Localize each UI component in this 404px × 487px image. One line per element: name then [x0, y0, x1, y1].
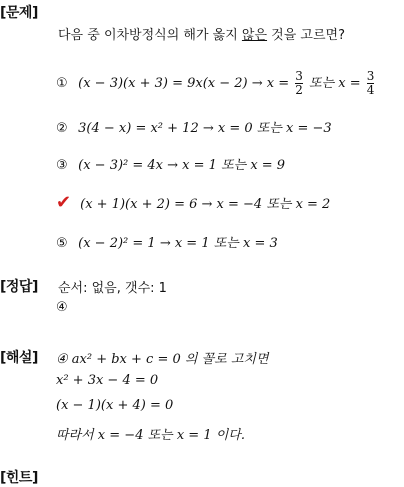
choice-1[interactable] — [56, 70, 376, 97]
choice-4-text: (x + 1)(x + 2) = 6 → x = −4 또는 x = 2 — [80, 197, 331, 212]
check-mark-icon: ✔ — [56, 192, 72, 213]
question-prefix: 다음 중 이차방정식의 해가 옳지 — [58, 28, 242, 43]
question-suffix: 것을 고르면? — [267, 28, 346, 43]
choice-2-text: 3(4 − x) = x² + 12 → x = 0 또는 x = −3 — [78, 121, 332, 136]
frac2-den: 4 — [366, 83, 375, 97]
choice-1-marker: ① — [56, 76, 68, 91]
answer-value: ④ — [56, 300, 68, 315]
frac1-num: 3 — [295, 69, 303, 83]
frac1-den: 2 — [295, 83, 303, 97]
hint-label: [힌트] — [0, 470, 38, 486]
choice-1-fraction-1 — [295, 70, 303, 97]
frac2-num: 3 — [366, 69, 375, 83]
choice-3-marker: ③ — [56, 158, 68, 173]
explanation-line-1: ④ ax² + bx + c = 0 의 꼴로 고치면 — [56, 352, 269, 367]
answer-label: [정답] — [0, 279, 38, 295]
choice-5[interactable] — [56, 232, 278, 251]
answer-meta: 순서: 없음, 갯수: 1 — [58, 281, 167, 296]
choice-1-fraction-2 — [367, 70, 375, 97]
explanation-label: [해설] — [0, 350, 38, 366]
explanation-line-4: 따라서 x = −4 또는 x = 1 이다. — [56, 428, 245, 443]
question-text — [58, 24, 345, 43]
choice-2-marker: ② — [56, 121, 68, 136]
choice-1-mid: 또는 x = — [309, 76, 365, 91]
problem-label: [문제] — [0, 5, 38, 21]
question-underlined: 않은 — [241, 28, 268, 43]
choice-1-lhs: (x − 3)(x + 3) = 9x(x − 2) → x = — [78, 76, 294, 91]
choice-3-text: (x − 3)² = 4x → x = 1 또는 x = 9 — [78, 158, 286, 173]
choice-2[interactable] — [56, 117, 332, 136]
choice-5-text: (x − 2)² = 1 → x = 1 또는 x = 3 — [78, 236, 278, 251]
choice-3[interactable] — [56, 154, 285, 173]
explanation-line-3: (x − 1)(x + 4) = 0 — [56, 398, 174, 413]
choice-4[interactable] — [56, 193, 330, 212]
explanation-line-2: x² + 3x − 4 = 0 — [56, 373, 159, 388]
choice-5-marker: ⑤ — [56, 236, 68, 251]
